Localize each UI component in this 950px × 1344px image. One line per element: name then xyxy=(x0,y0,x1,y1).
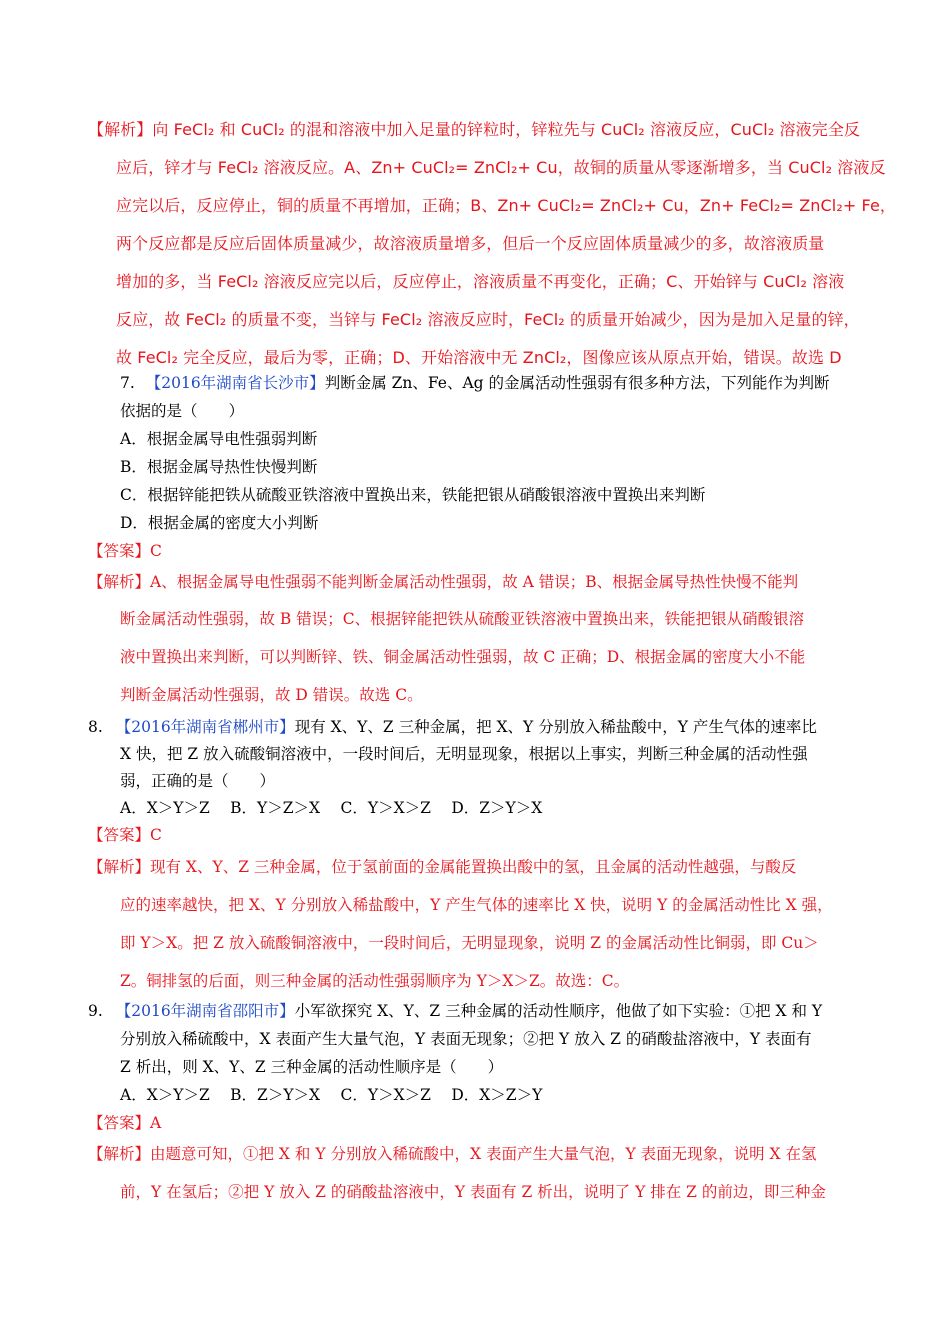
question-source: 【2016年湖南省长沙市】 xyxy=(145,374,325,392)
q6-analysis-line: 故 FeCl₂ 完全反应，最后为零，正确；D、开始溶液中无 ZnCl₂，图像应该从原点开始，错误。故选 D xyxy=(116,348,842,367)
q7-analysis-line: 【解析】A、根据金属导电性强弱不能判断金属活动性强弱，故 A 错误；B、根据金属导热性快慢不能判 xyxy=(88,573,799,591)
q8-stem xyxy=(88,716,817,738)
q9-options: A．X＞Y＞Z B．Z＞Y＞X C．Y＞X＞Z D．X＞Z＞Y xyxy=(120,1086,543,1104)
question-stem: 小军欲探究 X、Y、Z 三种金属的活动性顺序，他做了如下实验：①把 X 和 Y xyxy=(294,1002,823,1020)
question-stem: 判断金属 Zn、Fe、Ag 的金属活动性强弱有很多种方法，下列能作为判断 xyxy=(324,374,830,392)
q7-stem-cont: 依据的是（ ） xyxy=(120,402,245,420)
q7-analysis-line: 液中置换出来判断，可以判断锌、铁、铜金属活动性强弱，故 C 正确；D、根据金属的密度大小不能 xyxy=(120,648,806,666)
question-source: 【2016年湖南省邵阳市】 xyxy=(115,1002,295,1020)
q9-stem xyxy=(88,1000,822,1022)
q9-stem-cont: Z 析出，则 X、Y、Z 三种金属的活动性顺序是（ ） xyxy=(120,1058,504,1076)
q6-analysis-line: 应完以后，反应停止，铜的质量不再增加，正确；B、Zn+ CuCl₂= ZnCl₂+ Cu，Zn+ FeCl₂= ZnCl₂+ Fe， xyxy=(116,196,897,215)
question-source: 【2016年湖南省郴州市】 xyxy=(115,718,295,736)
question-number: 7. xyxy=(120,374,135,392)
q7-analysis-line: 判断金属活动性强弱，故 D 错误。故选 C。 xyxy=(120,686,423,704)
q8-stem-cont: 弱，正确的是（ ） xyxy=(120,772,276,790)
q9-answer: 【答案】A xyxy=(88,1114,162,1132)
q7-analysis-line: 断金属活动性强弱，故 B 错误；C、根据锌能把铁从硫酸亚铁溶液中置换出来，铁能把银从硝酸银溶 xyxy=(120,610,805,628)
q7-stem xyxy=(120,372,830,394)
q7-answer: 【答案】C xyxy=(88,542,162,560)
q9-analysis-line: 【解析】由题意可知，①把 X 和 Y 分别放入稀硫酸中，X 表面产生大量气泡，Y 表面无现象，说明 X 在氢 xyxy=(88,1145,817,1163)
q7-option-a: A．根据金属导电性强弱判断 xyxy=(120,430,318,448)
q6-analysis-line: 两个反应都是反应后固体质量减少，故溶液质量增多，但后一个反应固体质量减少的多，故溶液质量 xyxy=(116,234,825,253)
question-stem: 现有 X、Y、Z 三种金属，把 X、Y 分别放入稀盐酸中，Y 产生气体的速率比 xyxy=(294,718,817,736)
question-number: 9. xyxy=(88,1002,103,1020)
q6-analysis-line: 增加的多，当 FeCl₂ 溶液反应完以后，反应停止，溶液质量不再变化，正确；C、开始锌与 CuCl₂ 溶液 xyxy=(116,272,845,291)
q6-analysis xyxy=(88,111,897,377)
q8-analysis-line: Z。铜排氢的后面，则三种金属的活动性强弱顺序为 Y＞X＞Z。故选：C。 xyxy=(120,972,630,990)
q8-analysis-line: 应的速率越快，把 X、Y 分别放入稀盐酸中，Y 产生气体的速率比 X 快，说明 Y 的金属活动性比 X 强， xyxy=(120,896,833,914)
q8-stem-cont: X 快，把 Z 放入硫酸铜溶液中，一段时间后，无明显现象，根据以上事实，判断三种金属的活动性强 xyxy=(120,745,808,763)
q8-analysis-line: 即 Y＞X。把 Z 放入硫酸铜溶液中，一段时间后，无明显现象，说明 Z 的金属活动性比铜弱，即 Cu＞ xyxy=(120,934,819,952)
q7-option-d: D．根据金属的密度大小判断 xyxy=(120,514,319,532)
q6-analysis-line: 应后，锌才与 FeCl₂ 溶液反应。A、Zn+ CuCl₂= ZnCl₂+ Cu，故铜的质量从零逐渐增多，当 CuCl₂ 溶液反 xyxy=(116,158,886,177)
q9-stem-cont: 分别放入稀硫酸中，X 表面产生大量气泡，Y 表面无现象；②把 Y 放入 Z 的硝酸盐溶液中，Y 表面有 xyxy=(120,1030,812,1048)
q8-answer: 【答案】C xyxy=(88,826,162,844)
q8-options: A．X＞Y＞Z B．Y＞Z＞X C．Y＞X＞Z D．Z＞Y＞X xyxy=(120,799,543,817)
q7-option-b: B．根据金属导热性快慢判断 xyxy=(120,458,318,476)
q6-analysis-line: 【解析】向 FeCl₂ 和 CuCl₂ 的混和溶液中加入足量的锌粒时，锌粒先与 CuCl₂ 溶液反应，CuCl₂ 溶液完全反 xyxy=(88,120,861,139)
q6-analysis-line: 反应，故 FeCl₂ 的质量不变，当锌与 FeCl₂ 溶液反应时，FeCl₂ 的质量开始减少，因为是加入足量的锌， xyxy=(116,310,860,329)
q8-analysis-line: 【解析】现有 X、Y、Z 三种金属，位于氢前面的金属能置换出酸中的氢，且金属的活动性越强，与酸反 xyxy=(88,858,797,876)
q9-analysis-line: 前，Y 在氢后；②把 Y 放入 Z 的硝酸盐溶液中，Y 表面有 Z 析出，说明了 Y 排在 Z 的前边，即三种金 xyxy=(120,1183,826,1201)
q7-option-c: C．根据锌能把铁从硫酸亚铁溶液中置换出来，铁能把银从硝酸银溶液中置换出来判断 xyxy=(120,486,706,504)
question-number: 8. xyxy=(88,718,103,736)
